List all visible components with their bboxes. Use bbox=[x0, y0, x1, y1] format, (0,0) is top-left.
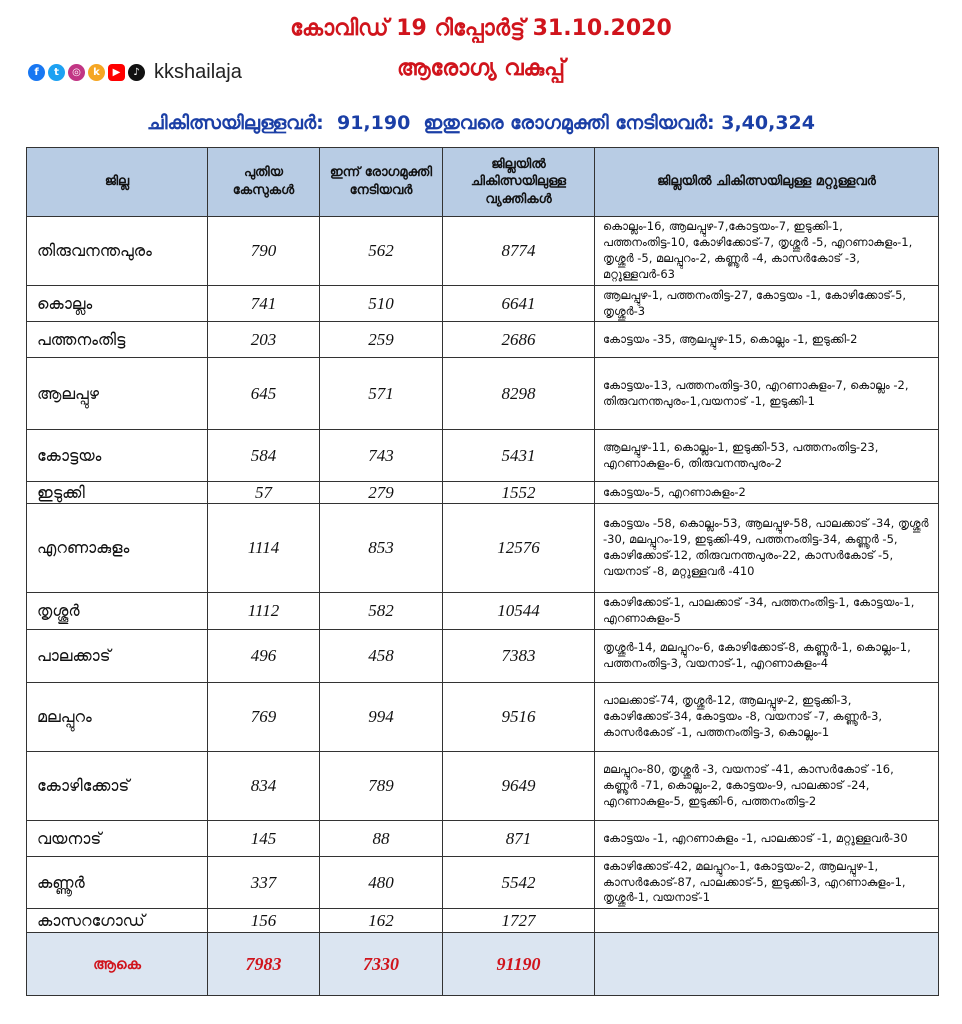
new-cases: 337 bbox=[208, 857, 320, 909]
table-row bbox=[27, 358, 939, 430]
recovered-today: 562 bbox=[320, 217, 443, 286]
active-cases: 7383 bbox=[443, 630, 595, 683]
table-row bbox=[27, 504, 939, 593]
others-in-district: കോട്ടയം -58, കൊല്ലം-53, ആലപ്പുഴ-58, പാലക്കാട് -34, തൃശ്ശൂർ -30, മലപ്പുറം-19, ഇടുക്കി-49, പത്തനംതിട്ട-34, കണ്ണൂർ -5, കോഴിക്കോട്-12, തിരുവനന്തപുരം-22, കാസർകോട് -5, വയനാട് -8, മറ്റുള്ളവർ -410 bbox=[595, 504, 939, 593]
header-new-cases: പുതിയ കേസുകൾ bbox=[208, 148, 320, 217]
summary-line bbox=[0, 112, 962, 134]
others-in-district: കോട്ടയം-5, എറണാകുളം-2 bbox=[595, 482, 939, 504]
recovered-today: 458 bbox=[320, 630, 443, 683]
department-title: ആരോഗ്യ വകുപ്പ് bbox=[397, 56, 565, 81]
active-cases: 5542 bbox=[443, 857, 595, 909]
twitter-icon[interactable]: t bbox=[48, 64, 65, 81]
new-cases: 645 bbox=[208, 358, 320, 430]
table-row bbox=[27, 752, 939, 821]
district-name: വയനാട് bbox=[27, 821, 208, 857]
active-cases: 8774 bbox=[443, 217, 595, 286]
table-row bbox=[27, 217, 939, 286]
table-row bbox=[27, 482, 939, 504]
district-name: തൃശ്ശൂർ bbox=[27, 593, 208, 630]
new-cases: 834 bbox=[208, 752, 320, 821]
tiktok-icon[interactable]: ♪ bbox=[128, 64, 145, 81]
table-header-row bbox=[27, 148, 939, 217]
district-name: കാസറഗോഡ് bbox=[27, 909, 208, 933]
active-cases: 9516 bbox=[443, 683, 595, 752]
recovered-today: 88 bbox=[320, 821, 443, 857]
recovered-today: 571 bbox=[320, 358, 443, 430]
instagram-icon[interactable]: ◎ bbox=[68, 64, 85, 81]
table-row bbox=[27, 630, 939, 683]
under-treatment-label: ചികിത്സയിലുള്ളവർ: bbox=[146, 112, 324, 134]
others-in-district: തൃശ്ശൂർ-14, മലപ്പുറം-6, കോഴിക്കോട്-8, കണ്ണൂർ-1, കൊല്ലം-1, പത്തനംതിട്ട-3, വയനാട്-1, എറണാകുളം-4 bbox=[595, 630, 939, 683]
recovered-today: 582 bbox=[320, 593, 443, 630]
district-table bbox=[26, 147, 939, 996]
new-cases: 1114 bbox=[208, 504, 320, 593]
district-name: കോട്ടയം bbox=[27, 430, 208, 482]
active-cases: 9649 bbox=[443, 752, 595, 821]
district-name: എറണാകുളം bbox=[27, 504, 208, 593]
recovered-today: 853 bbox=[320, 504, 443, 593]
new-cases: 1112 bbox=[208, 593, 320, 630]
recovered-today: 743 bbox=[320, 430, 443, 482]
recovered-today: 510 bbox=[320, 286, 443, 322]
facebook-icon[interactable]: f bbox=[28, 64, 45, 81]
others-in-district: കോട്ടയം -35, ആലപ്പുഴ-15, കൊല്ലം -1, ഇടുക്കി-2 bbox=[595, 322, 939, 358]
header-recovered: ഇന്ന് രോഗമുക്തി നേടിയവർ bbox=[320, 148, 443, 217]
active-cases: 1552 bbox=[443, 482, 595, 504]
district-name: ആലപ്പുഴ bbox=[27, 358, 208, 430]
new-cases: 769 bbox=[208, 683, 320, 752]
district-name: ഇടുക്കി bbox=[27, 482, 208, 504]
others-in-district: ആലപ്പുഴ-11, കൊല്ലം-1, ഇടുക്കി-53, പത്തനംതിട്ട-23, എറണാകുളം-6, തിരുവനന്തപുരം-2 bbox=[595, 430, 939, 482]
recovered-today: 279 bbox=[320, 482, 443, 504]
district-name: പാലക്കാട് bbox=[27, 630, 208, 683]
total-recovered: 7330 bbox=[320, 933, 443, 996]
others-in-district: കൊല്ലം-16, ആലപ്പുഴ-7,കോട്ടയം-7, ഇടുക്കി-1, പത്തനംതിട്ട-10, കോഴിക്കോട്-7, തൃശ്ശൂർ -5, എറണാകുളം-1, തൃശ്ശൂർ -5, മലപ്പുറം-2, കണ്ണൂർ -4, കാസർകോട് -3, മറ്റുള്ളവർ-63 bbox=[595, 217, 939, 286]
recovered-today: 480 bbox=[320, 857, 443, 909]
table-row bbox=[27, 683, 939, 752]
recovered-today: 162 bbox=[320, 909, 443, 933]
total-new-cases: 7983 bbox=[208, 933, 320, 996]
others-in-district: ആലപ്പുഴ-1, പത്തനംതിട്ട-27, കോട്ടയം -1, കോഴിക്കോട്-5, തൃശ്ശൂർ-3 bbox=[595, 286, 939, 322]
new-cases: 203 bbox=[208, 322, 320, 358]
active-cases: 10544 bbox=[443, 593, 595, 630]
header-district: ജില്ല bbox=[27, 148, 208, 217]
district-name: തിരുവനന്തപുരം bbox=[27, 217, 208, 286]
total-others-empty bbox=[595, 933, 939, 996]
others-in-district: കോട്ടയം -1, എറണാകുളം -1, പാലക്കാട് -1, മറ്റുള്ളവർ-30 bbox=[595, 821, 939, 857]
under-treatment-value: 91,190 bbox=[336, 112, 411, 134]
district-name: മലപ്പുറം bbox=[27, 683, 208, 752]
others-in-district: കോട്ടയം-13, പത്തനംതിട്ട-30, എറണാകുളം-7, കൊല്ലം -2, തിരുവനന്തപുരം-1,വയനാട് -1, ഇടുക്കി-1 bbox=[595, 358, 939, 430]
new-cases: 584 bbox=[208, 430, 320, 482]
recovered-today: 259 bbox=[320, 322, 443, 358]
total-active: 91190 bbox=[443, 933, 595, 996]
table-row bbox=[27, 909, 939, 933]
total-row bbox=[27, 933, 939, 996]
header-active: ജില്ലയിൽ ചികിത്സയിലുള്ള വ്യക്തികൾ bbox=[443, 148, 595, 217]
new-cases: 790 bbox=[208, 217, 320, 286]
header-others: ജില്ലയിൽ ചികിത്സയിലുള്ള മറ്റുള്ളവർ bbox=[595, 148, 939, 217]
others-in-district: കോഴിക്കോട്-42, മലപ്പുറം-1, കോട്ടയം-2, ആലപ്പുഴ-1, കാസർകോട്-87, പാലക്കാട്-5, ഇടുക്കി-3, എറണാകുളം-1, തൃശ്ശൂർ-1, വയനാട്-1 bbox=[595, 857, 939, 909]
others-in-district bbox=[595, 909, 939, 933]
total-label: ആകെ bbox=[27, 933, 208, 996]
report-title: കോവിഡ് 19 റിപ്പോർട്ട് 31.10.2020 bbox=[290, 16, 672, 41]
new-cases: 156 bbox=[208, 909, 320, 933]
table-row bbox=[27, 857, 939, 909]
recovered-today: 994 bbox=[320, 683, 443, 752]
district-name: കൊല്ലം bbox=[27, 286, 208, 322]
active-cases: 8298 bbox=[443, 358, 595, 430]
active-cases: 871 bbox=[443, 821, 595, 857]
new-cases: 741 bbox=[208, 286, 320, 322]
youtube-icon[interactable]: ▶ bbox=[108, 64, 125, 81]
district-name: പത്തനംതിട്ട bbox=[27, 322, 208, 358]
table-row bbox=[27, 821, 939, 857]
table-row bbox=[27, 322, 939, 358]
recovered-today: 789 bbox=[320, 752, 443, 821]
recovered-value: 3,40,324 bbox=[721, 112, 815, 134]
active-cases: 1727 bbox=[443, 909, 595, 933]
table-row bbox=[27, 286, 939, 322]
others-in-district: പാലക്കാട്-74, തൃശ്ശൂർ-12, ആലപ്പുഴ-2, ഇടുക്കി-3, കോഴിക്കോട്-34, കോട്ടയം -8, വയനാട് -7, കണ്ണൂർ-3, കാസർകോട് -1, പത്തനംതിട്ട-3, കൊല്ലം-1 bbox=[595, 683, 939, 752]
koo-icon[interactable]: k bbox=[88, 64, 105, 81]
recovered-label: ഇതുവരെ രോഗമുക്തി നേടിയവർ: bbox=[423, 112, 715, 134]
others-in-district: മലപ്പുറം-80, തൃശ്ശൂർ -3, വയനാട് -41, കാസർകോട് -16, കണ്ണൂർ -71, കൊല്ലം-2, കോട്ടയം-9, പാലക്കാട് -24, എറണാകുളം-5, ഇടുക്കി-6, പത്തനംതിട്ട-2 bbox=[595, 752, 939, 821]
others-in-district: കോഴിക്കോട്-1, പാലക്കാട് -34, പത്തനംതിട്ട-1, കോട്ടയം-1, എറണാകുളം-5 bbox=[595, 593, 939, 630]
table-row bbox=[27, 430, 939, 482]
active-cases: 2686 bbox=[443, 322, 595, 358]
table-row bbox=[27, 593, 939, 630]
active-cases: 5431 bbox=[443, 430, 595, 482]
social-handle: kkshailaja bbox=[154, 61, 242, 83]
active-cases: 6641 bbox=[443, 286, 595, 322]
new-cases: 145 bbox=[208, 821, 320, 857]
district-name: കോഴിക്കോട് bbox=[27, 752, 208, 821]
active-cases: 12576 bbox=[443, 504, 595, 593]
new-cases: 57 bbox=[208, 482, 320, 504]
social-links bbox=[28, 61, 242, 84]
district-name: കണ്ണൂർ bbox=[27, 857, 208, 909]
new-cases: 496 bbox=[208, 630, 320, 683]
